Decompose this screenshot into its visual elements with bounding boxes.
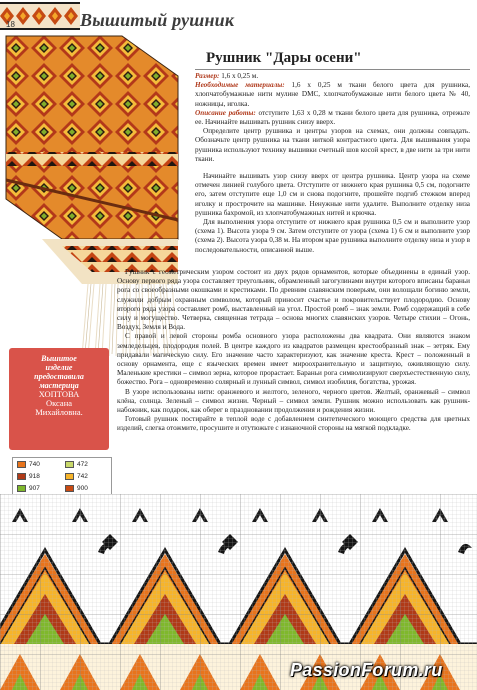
credit-block <box>9 348 109 450</box>
dark-orange-swatch-icon <box>65 485 74 492</box>
paragraph-3: Для выполнения узора отступите от нижнего края рушника 0,5 см и выполните узор (схема 1). Высота узора 9 см. Затем отступите от узора (схема 1) 6 см и выполните узор (схема 2). Высота узора 0,38 м. На втором крае рушника выполните отделку низа и узор в последовательности, описанной выше. <box>195 218 470 254</box>
paragraph-6: В узоре использованы нити: оранжевого и желтого, зеленого, черного цветов. Желтый, оранжевый – символ клёна, солнца. Зеленый – символ жизни. Черный – символ земли. Рушник можно использовать как рушник-набожник, как подарок, как оберег в праздновании продолжения и рождения жизни. <box>117 387 470 415</box>
page-header <box>0 0 477 34</box>
paragraph-1: Определите центр рушника и центры узоров на схемах, они должны совпадать. Обозначьте центр рушника на ткани ниткой контрастного цвета. Для вышивания узора рушника используют технику вышивки счетный шов косой крест, в две нити за три нити ткани. <box>195 127 470 163</box>
materials-line: Необходимые материалы: 1,6 х 0,25 м ткани белого цвета для рушника, хлопчатобумажные нити мулине DMC, хлопчатобумажные нити белого цвета № 40, ножницы, иголка. <box>195 81 470 108</box>
author-first-name: Оксана <box>45 398 73 408</box>
light-green-swatch-icon <box>65 461 74 468</box>
legend-item: 742 <box>65 473 88 480</box>
credit-line-1: Вышитое <box>41 354 77 363</box>
page-number: 18 <box>6 20 15 29</box>
orange-swatch-icon <box>17 461 26 468</box>
watermark: PassionForum.ru <box>290 660 443 680</box>
credit-line-4: мастерица <box>39 381 79 390</box>
author-patronymic: Михайловна. <box>35 407 83 417</box>
legend-item: 740 <box>17 461 40 468</box>
legend-item: 918 <box>17 473 40 480</box>
credit-line-2: изделие <box>45 363 73 372</box>
yellow-swatch-icon <box>65 473 74 480</box>
legend-item: 472 <box>65 461 88 468</box>
title-divider <box>195 69 470 70</box>
paragraph-2: Начинайте вышивать узор снизу вверх от центра рушника. Центр узора на схеме отмечен линией голубого цвета. Отступите от нижнего края рушника 0,5 см, подогните его, затем отступите еще 1,0 см и снова подогните, прошейте подгиб стежком вперед иголку и прострочите на машинке. Ненужные нити удалите. Выполните отделку низа рушника бахромой, из хлопчатобумажных нитей и крючка. <box>195 172 470 217</box>
paragraph-4: Рушник с геометрическим узором состоит из двух рядов орнаментов, которые объединены в единый узор. Основу первого ряда узора составляет треугольник, обрамленный загогулинами внутри которого вписаны бараньи рога со своеобразными окошками и крестиками. По древним славянским поверьям, они волощали богиню земли, служили добрым охранным символом, который приносит счастье и покровительствует плодородию. Основу второго ряда узора составляет ромб, выставленный на угол. Простой ромб – знак земли. Ромб содержащий в себе силу и могущество. Четверка, священная тетрада – основа многих славянских узоров. Четыре стихии – Огонь, Воздух, Земля и Вода. <box>117 268 470 332</box>
paragraph-5: С правой и левой стороны ромба основного узора расположены два квадрата. Они являются знаком земледельцев, плодородия полей. В центре каждого из квадратов размещен крестообразный знак – зетряк. Ему придавали магическую силу. Его значение часто характеризуют, как значение креста. Крест – положенный в основу орнамента, еще с языческих времен имеет мироохранительную и защитную, оживляющую силу. Маленькие крестики – символ зерна, которое прорастает. Бараньи рога символизируют сверхъестественную силу, божество. Рога – одновременно солярный и лунный символ, символ изобилия, богатства, урожая. <box>117 332 470 387</box>
green-swatch-icon <box>17 485 26 492</box>
section-title: Вышитый рушник <box>80 10 235 30</box>
author-surname: ХОПТОВА <box>38 389 80 399</box>
article-intro <box>195 72 470 164</box>
rust-swatch-icon <box>17 473 26 480</box>
work-line: Описание работы: отступите 1,63 х 0,28 м ткани белого цвета для рушника, отрежьте ее. Начинайте вышивать рушник снизу вверх. <box>195 108 471 127</box>
paragraph-7: Готовый рушник постирайте в теплой воде с добавлением синтетического моющего средства для цветных изделий, слегка отожмите, просушите и отутюжьте с изнаночной стороны на мягкой подкладке. <box>117 415 470 433</box>
credit-line-3: предоставила <box>34 372 84 381</box>
article-title: Рушник "Дары осени" <box>206 50 362 66</box>
legend-item: 907 <box>17 485 40 492</box>
article-body-upper <box>195 172 470 255</box>
size-line: Размер: 1,6 х 0,25 м. <box>195 72 259 80</box>
article-body-middle <box>117 268 470 434</box>
legend-item: 900 <box>65 485 88 492</box>
